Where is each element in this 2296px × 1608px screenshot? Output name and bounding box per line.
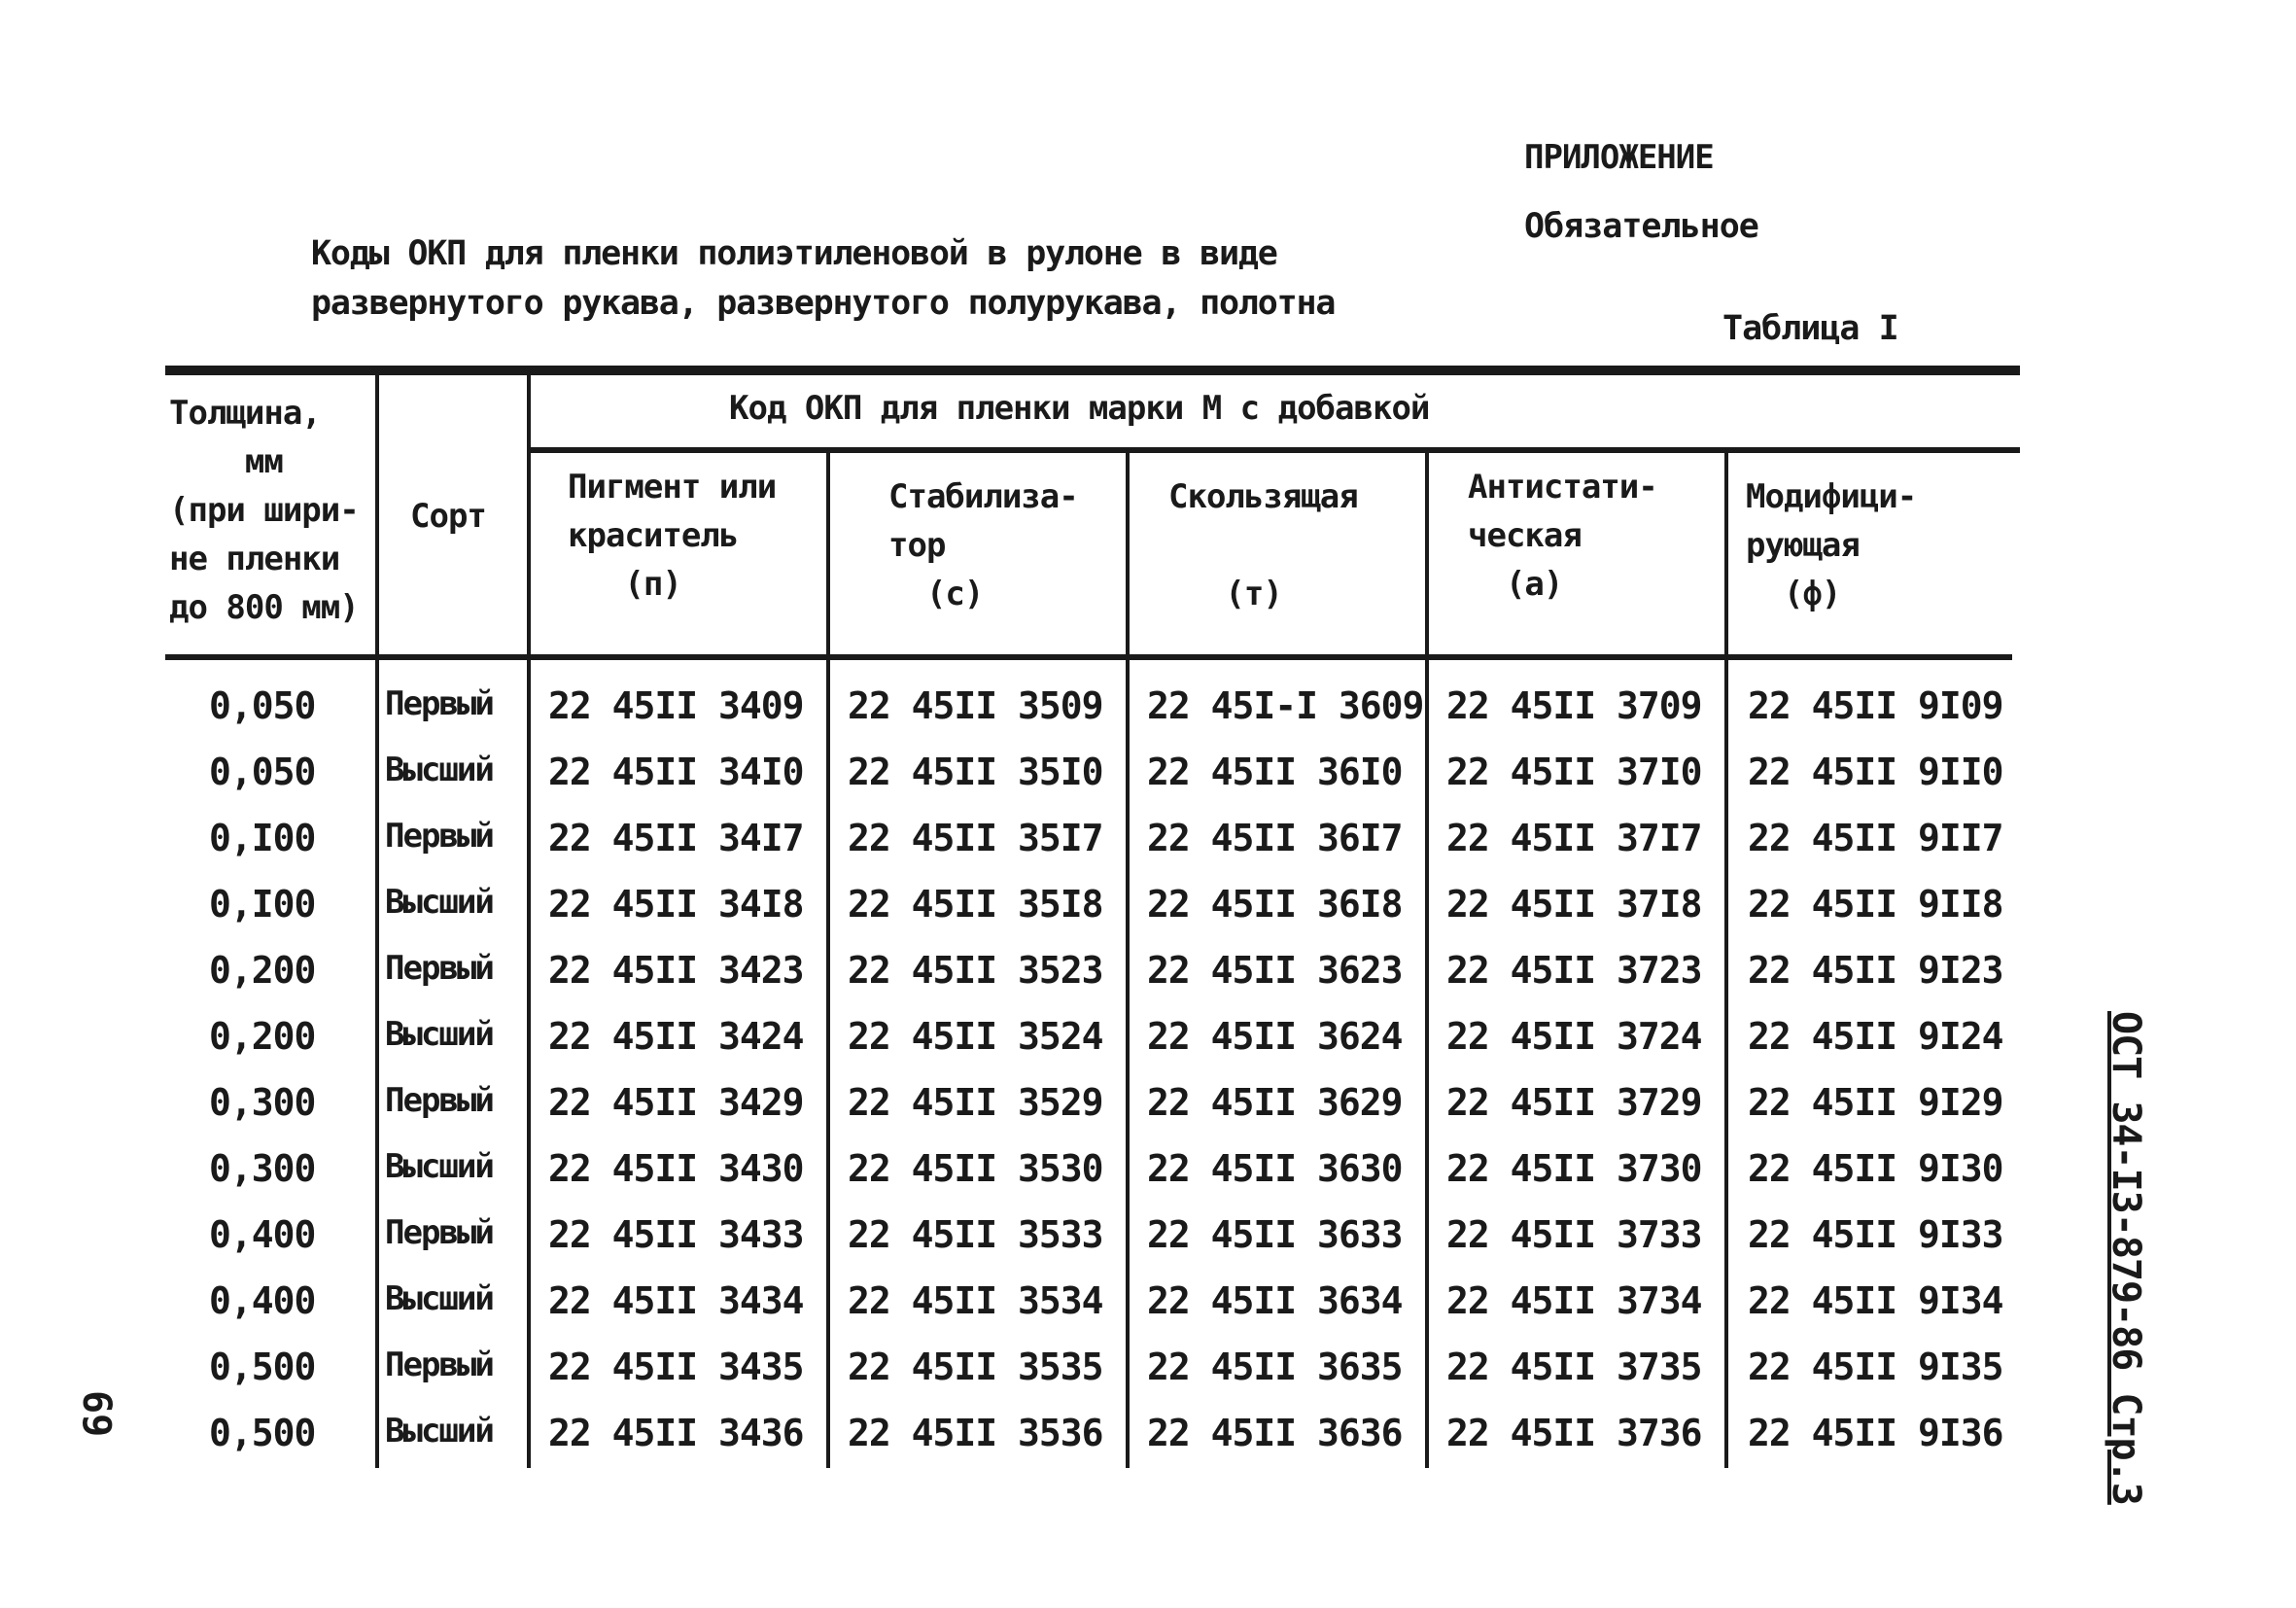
thickness-cell: 0,050: [209, 751, 316, 793]
slip-code-cell: 22 45II 3633: [1147, 1213, 1403, 1256]
header-stabilizer: Стабилиза- тор (с): [888, 477, 1078, 613]
header-modifying: Модифици- рующая (ф): [1746, 477, 1917, 613]
table-group-rule: [529, 447, 2020, 453]
okp-code-table: [165, 366, 2020, 1474]
thickness-cell: 0,500: [209, 1412, 316, 1454]
modifying-code-cell: 22 45II 9II7: [1748, 817, 2003, 859]
pigment-code-cell: 22 45II 3409: [548, 684, 804, 727]
antistatic-code-cell: 22 45II 3709: [1446, 684, 1702, 727]
pigment-code-cell: 22 45II 3423: [548, 949, 804, 992]
table-row: [165, 809, 2020, 875]
table-row: [165, 1338, 2020, 1404]
slip-code-cell: 22 45II 3636: [1147, 1412, 1403, 1454]
table-top-rule: [165, 366, 2020, 375]
slip-code-cell: 22 45II 3624: [1147, 1015, 1403, 1058]
standard-code-side: ОСТ 34-I3-879-86 Стр.3: [2104, 1011, 2148, 1505]
header-group-okp: Код ОКП для пленки марки М с добавкой: [729, 389, 1430, 428]
modifying-code-cell: 22 45II 9I23: [1748, 949, 2003, 992]
document-title-line-2: развернутого рукава, развернутого полурукава, полотна: [311, 284, 1336, 323]
slip-code-cell: 22 45II 36I8: [1147, 883, 1403, 926]
thickness-cell: 0,I00: [209, 883, 316, 926]
thickness-cell: 0,400: [209, 1213, 316, 1256]
slip-code-cell: 22 45II 3623: [1147, 949, 1403, 992]
thickness-cell: 0,300: [209, 1081, 316, 1124]
table-row: [165, 1404, 2020, 1470]
pigment-code-cell: 22 45II 3430: [548, 1147, 804, 1190]
page-number: 69: [74, 1390, 119, 1438]
stabilizer-code-cell: 22 45II 35I8: [848, 883, 1103, 926]
thickness-cell: 0,400: [209, 1279, 316, 1322]
stabilizer-code-cell: 22 45II 35I0: [848, 751, 1103, 793]
sort-cell: Высший: [385, 1147, 493, 1186]
antistatic-code-cell: 22 45II 3724: [1446, 1015, 1702, 1058]
stabilizer-code-cell: 22 45II 3509: [848, 684, 1103, 727]
stabilizer-code-cell: 22 45II 3533: [848, 1213, 1103, 1256]
antistatic-code-cell: 22 45II 3735: [1446, 1346, 1702, 1388]
appendix-label: ПРИЛОЖЕНИЕ: [1524, 138, 1714, 177]
thickness-cell: 0,050: [209, 684, 316, 727]
antistatic-code-cell: 22 45II 3723: [1446, 949, 1702, 992]
table-row: [165, 743, 2020, 809]
modifying-code-cell: 22 45II 9I34: [1748, 1279, 2003, 1322]
stabilizer-code-cell: 22 45II 3529: [848, 1081, 1103, 1124]
slip-code-cell: 22 45II 36I7: [1147, 817, 1403, 859]
sort-cell: Первый: [385, 1346, 493, 1384]
header-antistatic: Антистати- ческая (а): [1468, 468, 1657, 604]
thickness-cell: 0,200: [209, 949, 316, 992]
thickness-cell: 0,500: [209, 1346, 316, 1388]
modifying-code-cell: 22 45II 9I33: [1748, 1213, 2003, 1256]
antistatic-code-cell: 22 45II 3730: [1446, 1147, 1702, 1190]
sort-cell: Первый: [385, 949, 493, 988]
table-row: [165, 1007, 2020, 1073]
antistatic-code-cell: 22 45II 37I8: [1446, 883, 1702, 926]
pigment-code-cell: 22 45II 34I0: [548, 751, 804, 793]
table-header-rule: [165, 654, 2012, 660]
slip-code-cell: 22 45II 3629: [1147, 1081, 1403, 1124]
antistatic-code-cell: 22 45II 3734: [1446, 1279, 1702, 1322]
slip-code-cell: 22 45II 36I0: [1147, 751, 1403, 793]
modifying-code-cell: 22 45II 9I29: [1748, 1081, 2003, 1124]
sort-cell: Первый: [385, 817, 493, 856]
modifying-code-cell: 22 45II 9I30: [1748, 1147, 2003, 1190]
document-title-line-1: Коды ОКП для пленки полиэтиленовой в рулоне в виде: [311, 234, 1277, 273]
table-row: [165, 677, 2020, 743]
pigment-code-cell: 22 45II 3435: [548, 1346, 804, 1388]
pigment-code-cell: 22 45II 3429: [548, 1081, 804, 1124]
table-body: [165, 677, 2020, 1470]
header-pigment: Пигмент или краситель (п): [568, 468, 777, 604]
antistatic-code-cell: 22 45II 3733: [1446, 1213, 1702, 1256]
stabilizer-code-cell: 22 45II 3534: [848, 1279, 1103, 1322]
sort-cell: Высший: [385, 1279, 493, 1318]
modifying-code-cell: 22 45II 9I24: [1748, 1015, 2003, 1058]
sort-cell: Первый: [385, 1081, 493, 1120]
thickness-cell: 0,300: [209, 1147, 316, 1190]
header-sort: Сорт: [410, 497, 486, 536]
stabilizer-code-cell: 22 45II 35I7: [848, 817, 1103, 859]
stabilizer-code-cell: 22 45II 3536: [848, 1412, 1103, 1454]
pigment-code-cell: 22 45II 3436: [548, 1412, 804, 1454]
antistatic-code-cell: 22 45II 3736: [1446, 1412, 1702, 1454]
modifying-code-cell: 22 45II 9II8: [1748, 883, 2003, 926]
table-row: [165, 941, 2020, 1007]
pigment-code-cell: 22 45II 3424: [548, 1015, 804, 1058]
table-row: [165, 1206, 2020, 1272]
stabilizer-code-cell: 22 45II 3530: [848, 1147, 1103, 1190]
modifying-code-cell: 22 45II 9I36: [1748, 1412, 2003, 1454]
modifying-code-cell: 22 45II 9I09: [1748, 684, 2003, 727]
slip-code-cell: 22 45II 3630: [1147, 1147, 1403, 1190]
sort-cell: Высший: [385, 751, 493, 789]
pigment-code-cell: 22 45II 3434: [548, 1279, 804, 1322]
slip-code-cell: 22 45II 3635: [1147, 1346, 1403, 1388]
sort-cell: Высший: [385, 883, 493, 922]
modifying-code-cell: 22 45II 9II0: [1748, 751, 2003, 793]
table-row: [165, 1073, 2020, 1139]
thickness-cell: 0,200: [209, 1015, 316, 1058]
table-row: [165, 1272, 2020, 1338]
sort-cell: Первый: [385, 684, 493, 723]
sort-cell: Первый: [385, 1213, 493, 1252]
antistatic-code-cell: 22 45II 37I7: [1446, 817, 1702, 859]
pigment-code-cell: 22 45II 3433: [548, 1213, 804, 1256]
slip-code-cell: 22 45I-I 3609: [1147, 684, 1424, 727]
sort-cell: Высший: [385, 1015, 493, 1054]
table-row: [165, 875, 2020, 941]
sort-cell: Высший: [385, 1412, 493, 1451]
table-number: Таблица I: [1722, 309, 1898, 348]
antistatic-code-cell: 22 45II 37I0: [1446, 751, 1702, 793]
thickness-cell: 0,I00: [209, 817, 316, 859]
stabilizer-code-cell: 22 45II 3535: [848, 1346, 1103, 1388]
stabilizer-code-cell: 22 45II 3523: [848, 949, 1103, 992]
antistatic-code-cell: 22 45II 3729: [1446, 1081, 1702, 1124]
slip-code-cell: 22 45II 3634: [1147, 1279, 1403, 1322]
mandatory-label: Обязательное: [1524, 207, 1758, 246]
modifying-code-cell: 22 45II 9I35: [1748, 1346, 2003, 1388]
pigment-code-cell: 22 45II 34I8: [548, 883, 804, 926]
table-row: [165, 1139, 2020, 1206]
pigment-code-cell: 22 45II 34I7: [548, 817, 804, 859]
header-slip: Скользящая (т): [1168, 477, 1358, 613]
stabilizer-code-cell: 22 45II 3524: [848, 1015, 1103, 1058]
header-thickness: Толщина, мм (при шири- не пленки до 800 мм): [169, 394, 359, 627]
